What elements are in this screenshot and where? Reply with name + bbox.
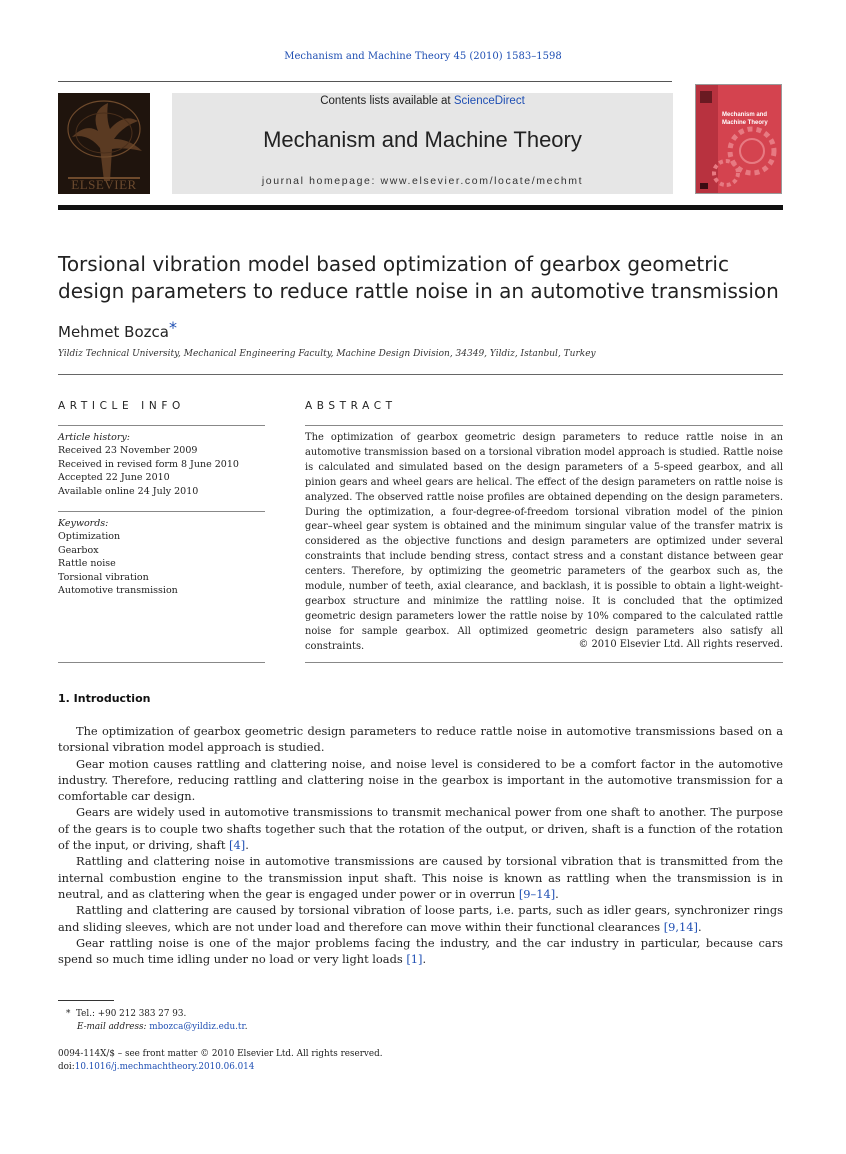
keyword-item: Automotive transmission <box>58 585 178 597</box>
journal-homepage[interactable]: journal homepage: www.elsevier.com/locate/mechmt <box>261 175 584 187</box>
article-info-rule-top <box>58 425 265 426</box>
abstract-rule-bottom <box>305 662 783 663</box>
keyword-item: Rattle noise <box>58 558 116 570</box>
section-heading-introduction: 1. Introduction <box>58 692 151 705</box>
abstract-heading: ABSTRACT <box>305 400 397 412</box>
author-name <box>58 318 177 341</box>
elsevier-logo <box>58 93 150 194</box>
journal-masthead <box>172 93 673 194</box>
abstract-copyright: © 2010 Elsevier Ltd. All rights reserved. <box>578 639 783 650</box>
keyword-item: Gearbox <box>58 544 99 556</box>
issn-line: 0094-114X/$ – see front matter © 2010 Elsevier Ltd. All rights reserved. <box>58 1049 383 1059</box>
history-received: Received 23 November 2009 <box>58 445 198 457</box>
gear-icon <box>696 85 782 194</box>
cover-title: Mechanism and Machine Theory <box>722 112 768 126</box>
paragraph: Gears are widely used in automotive transmissions to transmit mechanical power from one shaft to another. The purpose of the gears is to couple two shafts together such that the rotation of the output, or driven, shaft is a function of the rotation of the input, or driving, shaft [4]. <box>58 805 783 853</box>
keywords <box>58 517 265 597</box>
history-online: Available online 24 July 2010 <box>58 485 199 497</box>
abstract-rule-top <box>305 425 783 426</box>
paragraph-text: Rattling and clattering are caused by torsional vibration of loose parts, i.e. parts, such as idler gears, synchronizer rings and sliding sleeves, which are not under load and therefore can move within their functional clearances <box>58 903 783 934</box>
paragraph: Rattling and clattering noise in automotive transmissions are caused by torsional vibration that is transmitted from the internal combustion engine to the transmission input shaft. This noise is known as rattling when the transmission is in neutral, and as clattering when the gear is engaged under power or in overrun [9–14]. <box>58 854 783 901</box>
paragraph-text: Gear motion causes rattling and clattering noise, and noise level is considered to be a comfort factor in the automotive industry. Therefore, reducing rattling and clattering noise in the gearbox is important in the automotive transmission for a comfortable car design. <box>58 756 783 804</box>
history-accepted: Accepted 22 June 2010 <box>58 472 170 484</box>
footnote-rule <box>58 1000 114 1001</box>
author-name-text: Mehmet Bozca <box>58 323 169 341</box>
paragraph-text: Rattling and clattering noise in automotive transmissions are caused by torsional vibration that is transmitted from the internal combustion engine to the transmission input shaft. This noise is known as rattling when the transmission is in neutral, and as clattering when the gear is engaged under power or in overrun <box>58 854 783 901</box>
paragraph: Gear rattling noise is one of the major problems facing the industry, and the car industry in particular, because cars spend so much time idling under no load or very light loads [1]. <box>58 935 783 967</box>
history-revised: Received in revised form 8 June 2010 <box>58 458 239 470</box>
paragraph: Rattling and clattering are caused by torsional vibration of loose parts, i.e. parts, such as idler gears, synchronizer rings and sliding sleeves, which are not under load and therefore can move within their functional clearances [9,14]. <box>58 903 783 934</box>
author-affiliation: Yildiz Technical University, Mechanical Engineering Faculty, Machine Design Division, 34349, Yildiz, Istanbul, Turkey <box>58 349 596 359</box>
introduction-body <box>58 723 783 967</box>
title-divider <box>58 374 783 375</box>
corresponding-author-marker[interactable]: * <box>168 318 177 337</box>
reference-link[interactable]: [9–14] <box>518 886 556 901</box>
reference-link[interactable]: [1] <box>406 952 423 967</box>
history-label: Article history: <box>58 432 130 443</box>
paragraph-text: Gears are widely used in automotive transmissions to transmit mechanical power from one shaft to another. The purpose of the gears is to couple two shafts together such that the rotation of the output, or driven, shaft is a function of the rotation of the input, or driving, shaft <box>58 805 783 853</box>
reference-link[interactable]: [9,14] <box>663 919 698 934</box>
publisher-name: ELSEVIER <box>71 177 137 192</box>
contents-prefix: Contents lists available at <box>320 95 454 107</box>
article-info-heading: ARTICLE INFO <box>58 400 185 412</box>
paragraph <box>58 723 783 756</box>
doi-line <box>58 1061 254 1074</box>
journal-cover-thumbnail <box>695 84 782 194</box>
journal-title: Mechanism and Machine Theory <box>263 127 582 152</box>
keyword-item: Optimization <box>58 531 121 543</box>
footnote-tel <box>66 1008 186 1021</box>
keywords-label: Keywords: <box>58 518 109 529</box>
paragraph <box>58 756 783 805</box>
contents-line <box>172 95 673 107</box>
article-info-rule-bottom <box>58 662 265 663</box>
email-link[interactable]: mbozca@yildiz.edu.tr <box>149 1022 245 1032</box>
footnote-email: E-mail address: mbozca@yildiz.edu.tr. <box>77 1022 248 1032</box>
footnote-marker: * <box>66 1009 71 1019</box>
doi-link[interactable]: 10.1016/j.mechmachtheory.2010.06.014 <box>74 1062 255 1072</box>
article-info-rule-mid <box>58 511 265 512</box>
paragraph-text: Gear rattling noise is one of the major problems facing the industry, and the car industry in particular, because cars spend so much time idling under no load or very light loads <box>58 935 783 967</box>
sciencedirect-link[interactable]: ScienceDirect <box>453 95 525 107</box>
doi-label: doi: <box>58 1062 75 1072</box>
article-history <box>58 431 265 498</box>
footnote-tel-text: Tel.: +90 212 383 27 93. <box>76 1009 187 1019</box>
abstract-text: The optimization of gearbox geometric design parameters to reduce rattle noise in an automotive transmission based on a torsional vibration model approach is studied. Rattle noise is calculated and simulated based on the design parameters of a 5-speed gearbox, and all pinion gears and wheel gears are helical. The effect of the design parameters on rattle noise is analyzed. The observed rattle noise profiles are obtained depending on the design parameters. During the optimization, a four-degree-of-freedom torsional vibration model of the pinion gear–wheel gear system is obtained and the minimum singular value of the transfer matrix is considered as the objective functions and design parameters are optimized under several constraints that include bending stress, contact stress and a constant distance between gear centers. Therefore, by optimizing the geometric parameters of the gearbox such as, the module, number of teeth, axial clearance, and backlash, it is possible to obtain a light-weight-gearbox structure and minimize the rattling noise. It is concluded that the optimized geometric design parameters lower the rattle noise by 10% compared to the calculated rattle noise for sample gearbox. All optimized geometric design parameters also satisfy all constraints. <box>305 432 783 652</box>
header-thick-rule <box>58 205 783 210</box>
header-divider <box>58 81 672 82</box>
paper-title: Torsional vibration model based optimization of gearbox geometric design parameters to reduce rattle noise in an automotive transmission <box>58 252 779 303</box>
paragraph-text: The optimization of gearbox geometric design parameters to reduce rattle noise in automotive transmissions based on a torsional vibration model approach is studied. <box>58 724 783 755</box>
email-label: E-mail address: <box>77 1022 147 1032</box>
reference-link[interactable]: [4] <box>229 838 246 853</box>
keyword-item: Torsional vibration <box>58 571 149 583</box>
journal-citation[interactable]: Mechanism and Machine Theory 45 (2010) 1583–1598 <box>284 51 562 62</box>
